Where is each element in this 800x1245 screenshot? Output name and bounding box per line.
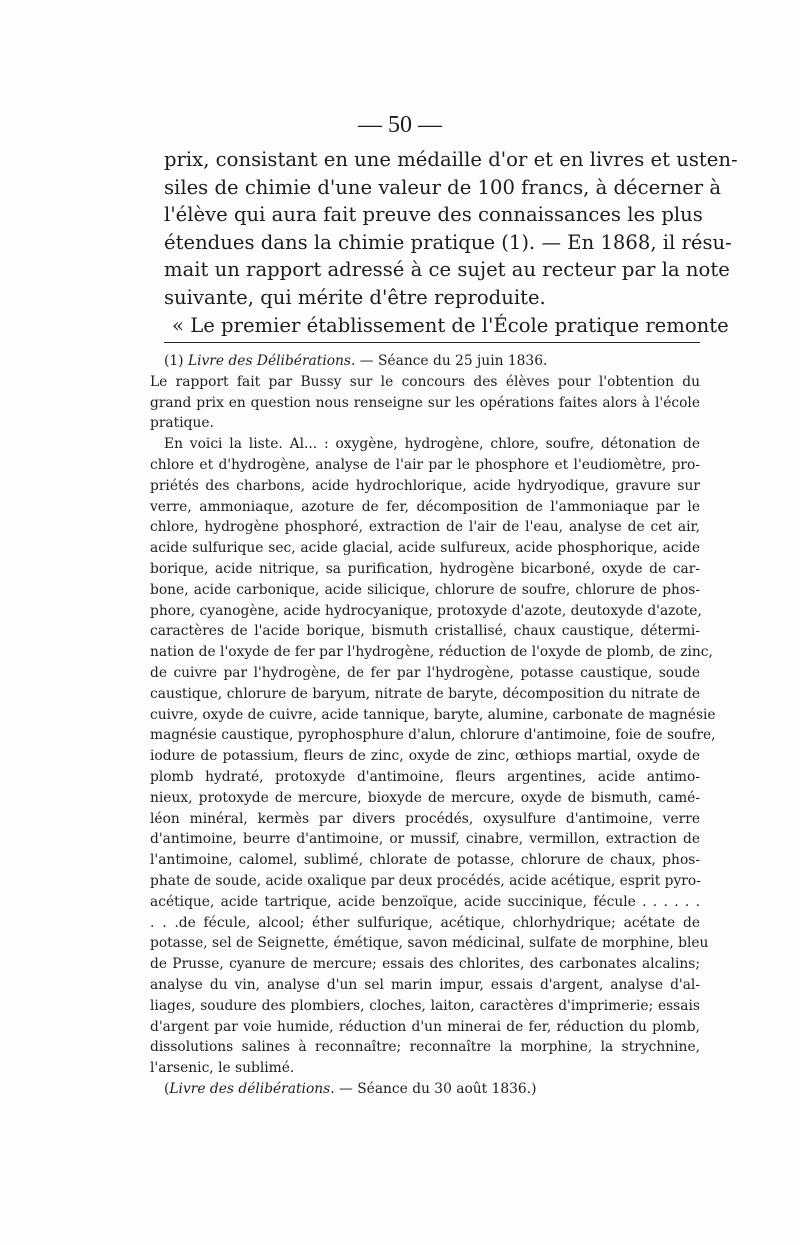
footnote-line: de cuivre par l'hydrogène, de fer par l'hydrogène, potasse caustique, soude [150,664,700,681]
footnote-line: En voici la liste. Al... : oxygène, hydrogène, chlore, soufre, détonation de [164,436,700,453]
footnotes [150,351,716,1100]
text-line: mait un rapport adressé à ce sujet au recteur par la note [164,258,730,282]
footnote-line: bone, acide carbonique, acide silicique, chlorure de soufre, chlorure de phos- [150,581,700,598]
footnote-paragraph-1 [150,372,700,434]
footnote-line: potasse, sel de Seignette, émétique, savon médicinal, sulfate de morphine, bleu [150,935,709,952]
footnote-source-date: — Séance du 25 juin 1836. [359,353,548,369]
footnote-line: verre, ammoniaque, azoture de fer, décomposition de l'ammoniaque par le [150,498,700,515]
closing-source-date: — Séance du 30 août 1836. [339,1080,532,1097]
footnote-closing-source: (Livre des délibérations. — Séance du 30 août 1836.) [164,1080,537,1097]
footnote-line: phore, cyanogène, acide hydrocyanique, protoxyde d'azote, deutoxyde d'azote, [150,602,702,619]
footnote-line: pratique. [150,415,214,432]
footnote-heading [150,351,700,372]
footnote-line: plomb hydraté, protoxyde d'antimoine, fleurs argentines, acide antimo- [150,768,700,785]
footnote-line: acétique, acide tartrique, acide benzoïque, acide succinique, fécule . . . . . . [150,893,700,910]
footnote-line: phate de soude, acide oxalique par deux procédés, acide acétique, esprit pyro- [150,872,701,889]
main-text [164,146,738,339]
footnote-paragraph-2 [150,434,716,1079]
footnote-line: Le rapport fait par Bussy sur le concours des élèves pour l'obtention du [150,373,700,390]
footnote-line: de Prusse, cyanure de mercure; essais des chlorites, des carbonates alcalins; [150,956,700,973]
footnote-line: léon minéral, kermès par divers procédés, oxysulfure d'antimoine, verre [150,810,700,827]
footnote-line: l'arsenic, le sublimé. [150,1060,295,1077]
footnote-line: iodure de potassium, fleurs de zinc, oxyde de zinc, œthiops martial, oxyde de [150,748,700,765]
footnote-line: l'antimoine, calomel, sublimé, chlorate de potasse, chlorure de chaux, phos- [150,852,700,869]
footnote-line: magnésie caustique, pyrophosphure d'alun, chlorure d'antimoine, foie de soufre, [150,727,716,744]
text-line: « Le premier établissement de l'École pratique remonte [172,313,729,337]
footnote-divider [164,342,700,343]
text-line: étendues dans la chimie pratique (1). — En 1868, il résu- [164,230,732,254]
footnote-line: dissolutions salines à reconnaître; reconnaître la morphine, la strychnine, [150,1039,700,1056]
footnote-line: . . .de fécule, alcool; éther sulfurique, acétique, chlorhydrique; acétate de [150,914,700,931]
footnote-line: acide sulfurique sec, acide glacial, acide sulfureux, acide phosphorique, acide [150,540,700,557]
text-line: siles de chimie d'une valeur de 100 francs, à décerner à [164,175,722,199]
text-line: prix, consistant en une médaille d'or et en livres et usten- [164,148,738,171]
footnote-line: chlore et d'hydrogène, analyse de l'air par le phosphore et l'eudiomètre, pro- [150,456,700,473]
footnote-line: chlore, hydrogène phosphoré, extraction de l'air de l'eau, analyse de cet air, [150,519,700,536]
text-line: suivante, qui mérite d'être reproduite. [164,285,546,309]
footnote-line: borique, acide nitrique, sa purification, hydrogène bicarboné, oxyde de car- [150,560,700,577]
footnote-ref: (1) [164,353,184,369]
footnote-line: caustique, chlorure de baryum, nitrate de baryte, décomposition du nitrate de [150,685,700,702]
footnote-line: grand prix en question nous renseigne sur les opérations faites alors à l'école [150,394,700,411]
footnote-line: liages, soudure des plombiers, cloches, laiton, caractères d'imprimerie; essais [150,997,700,1014]
footnote-line: cuivre, oxyde de cuivre, acide tannique, baryte, alumine, carbonate de magnésie [150,706,716,723]
footnote-line: analyse du vin, analyse d'un sel marin impur, essais d'argent, analyse d'al- [150,976,700,993]
footnote-line: nation de l'oxyde de fer par l'hydrogène, réduction de l'oxyde de plomb, de zinc, [150,644,713,661]
footnote-line: d'argent par voie humide, réduction d'un minerai de fer, réduction du plomb, [150,1018,700,1035]
footnote-line: nieux, protoxyde de mercure, bioxyde de mercure, oxyde de bismuth, camé- [150,789,700,806]
closing-source-title: Livre des délibérations. [169,1080,335,1097]
text-line: l'élève qui aura fait preuve des connaissances les plus [164,203,703,227]
footnote-line: priétés des charbons, acide hydrochlorique, acide hydryodique, gravure sur [150,477,700,494]
footnote-line: caractères de l'acide borique, bismuth cristallisé, chaux caustique, détermi- [150,623,700,640]
footnote-line: d'antimoine, beurre d'antimoine, or mussif, cinabre, vermillon, extraction de [150,831,700,848]
page-number: — 50 — [358,112,442,138]
footnote-source-title: Livre des Délibérations. [187,353,356,369]
